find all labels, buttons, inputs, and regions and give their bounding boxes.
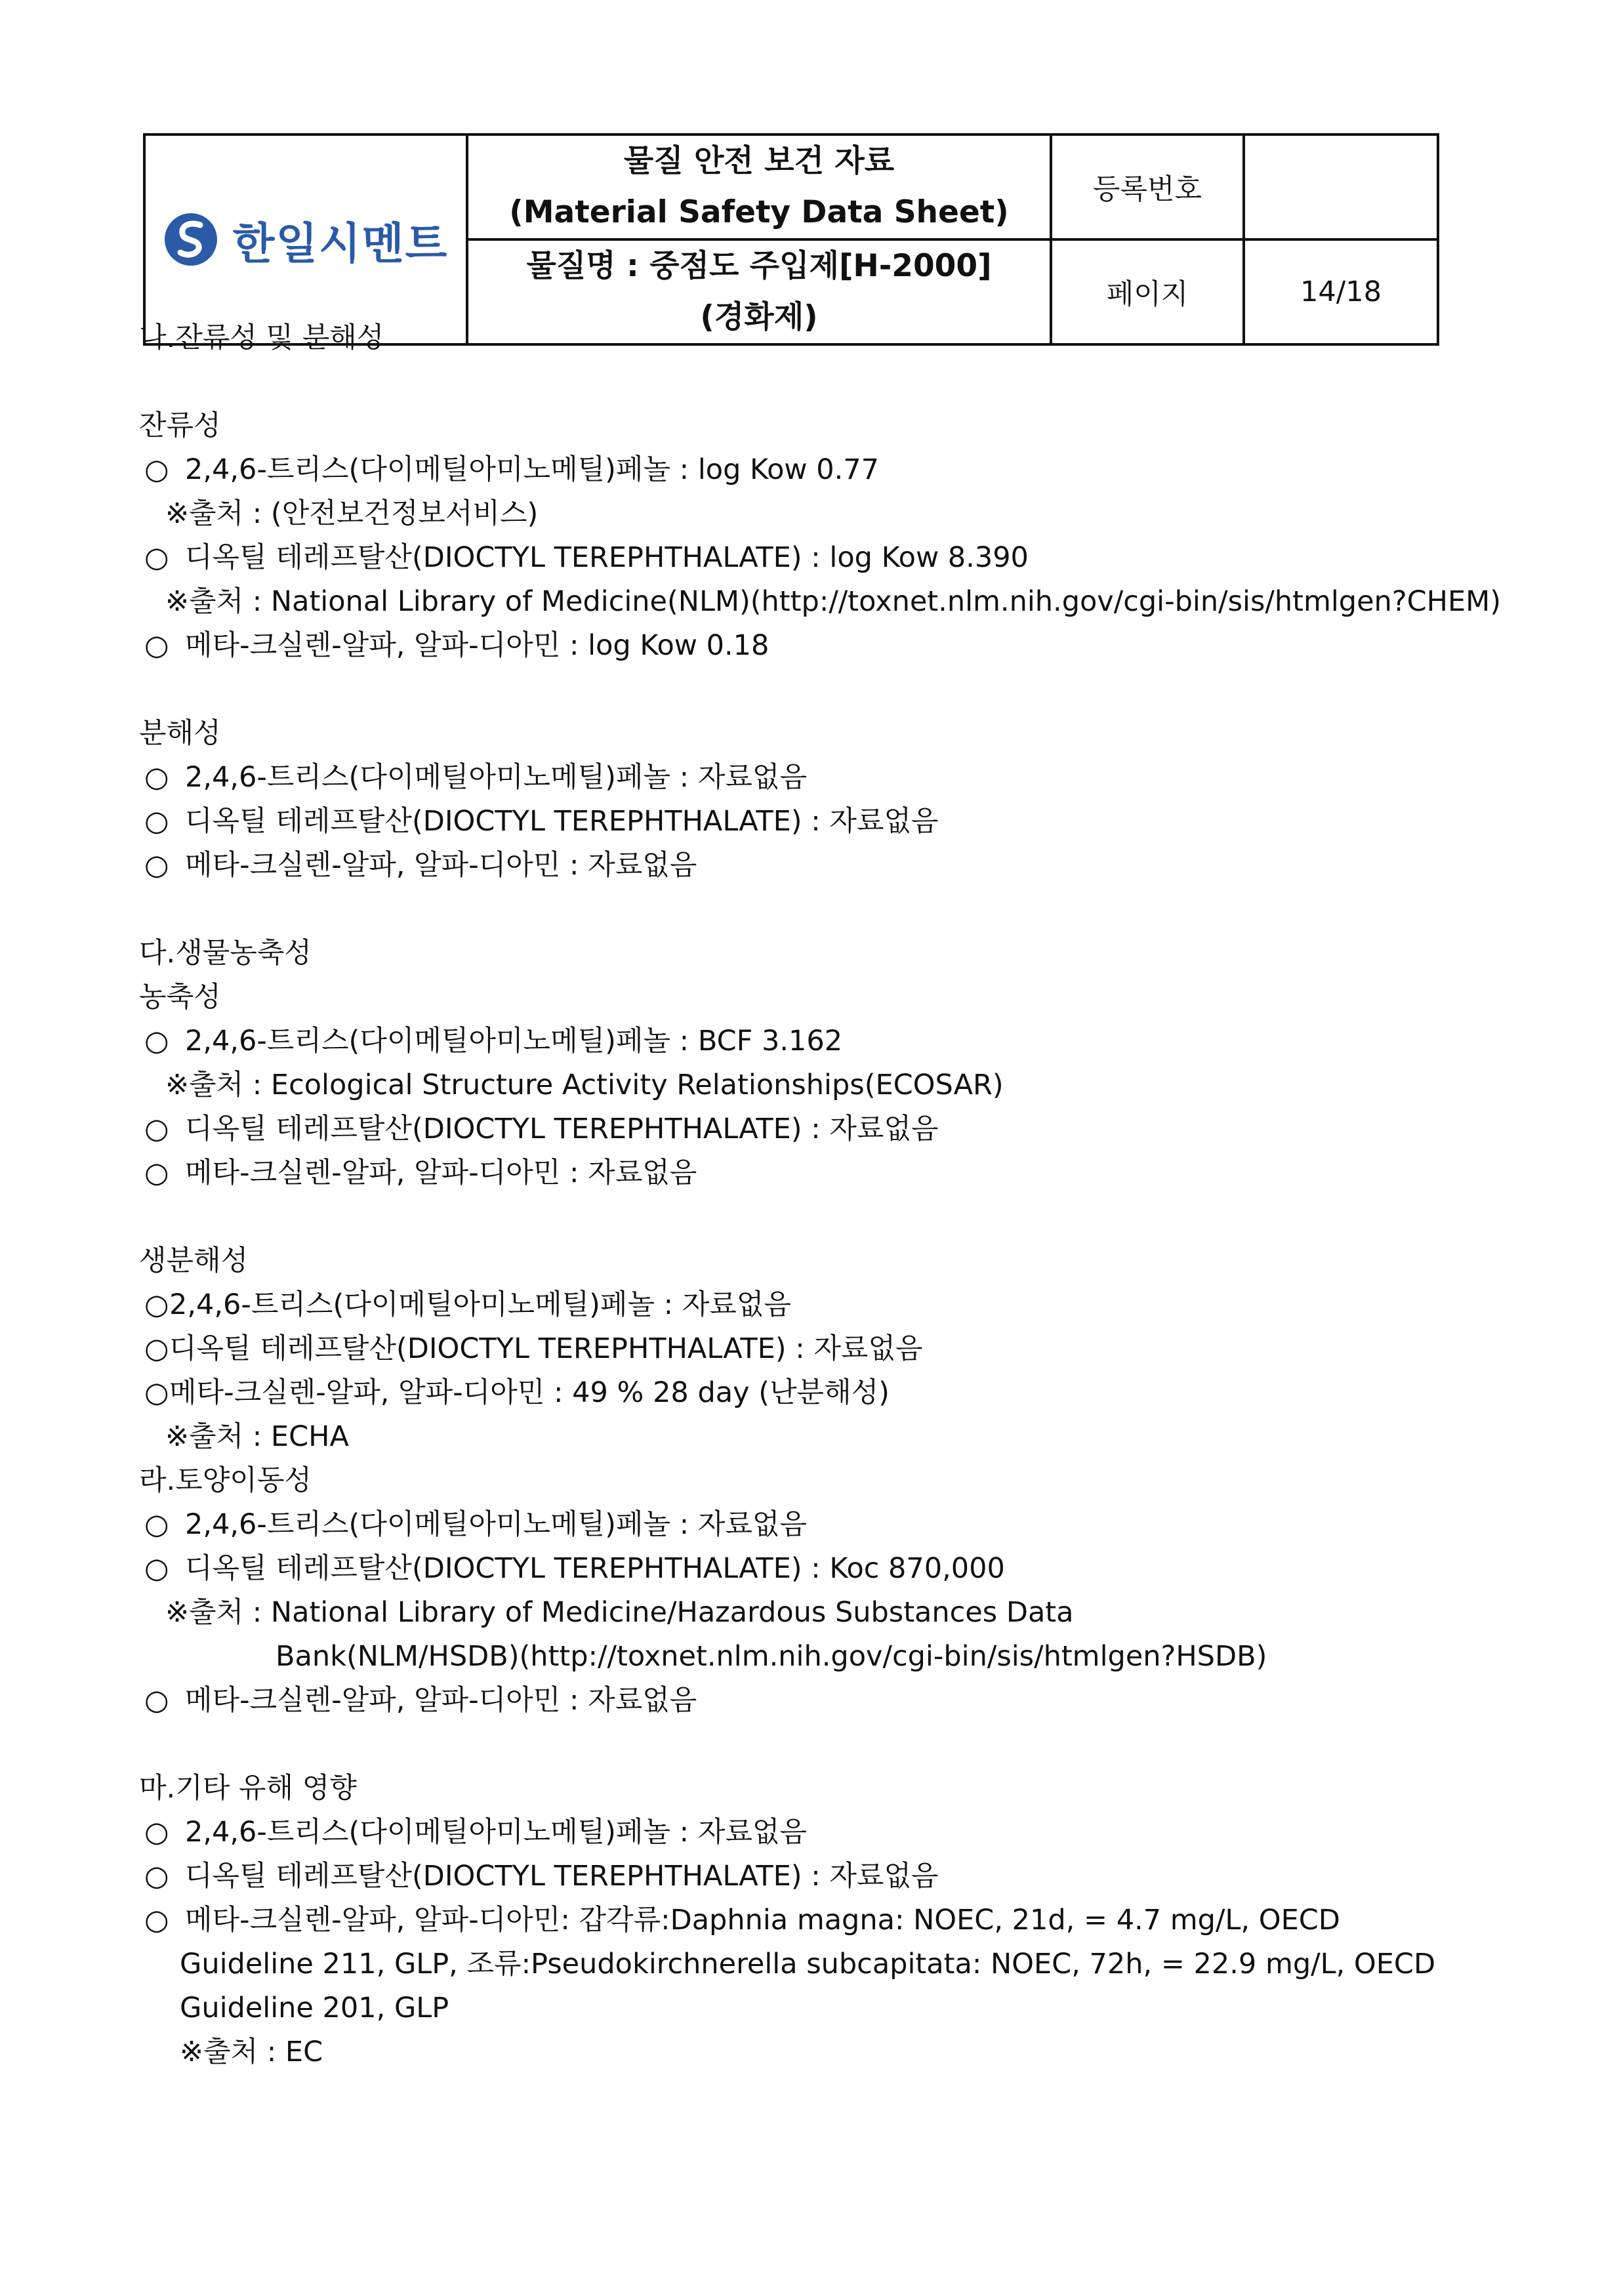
source-note: ※출처 : (안전보건정보서비스) xyxy=(165,497,539,530)
list-item: ○ 메타-크실렌-알파, 알파-디아민 : log Kow 0.18 xyxy=(144,629,769,662)
list-item: ○2,4,6-트리스(다이메틸아미노메틸)페놀 : 자료없음 xyxy=(144,1288,791,1321)
list-item: ○ 디옥틸 테레프탈산(DIOCTYL TEREPHTHALATE) : 자료없음 xyxy=(144,1113,939,1145)
subsection-heading: 잔류성 xyxy=(139,409,221,442)
source-note: ※출처 : Ecological Structure Activity Relationships(ECOSAR) xyxy=(165,1069,1004,1101)
list-item: ○ 2,4,6-트리스(다이메틸아미노메틸)페놀 : 자료없음 xyxy=(144,761,807,794)
list-item: ○ 2,4,6-트리스(다이메틸아미노메틸)페놀 : log Kow 0.77 xyxy=(144,453,879,486)
source-note: ※출처 : National Library of Medicine/Hazardous Substances Data xyxy=(165,1596,1074,1629)
list-item: ○ 메타-크실렌-알파, 알파-디아민: 갑각류:Daphnia magna: NOEC, 21d, = 4.7 mg/L, OECD xyxy=(144,1904,1340,1937)
list-item-continued: Guideline 211, GLP, 조류:Pseudokirchnerella subcapitata: NOEC, 72h, = 22.9 mg/L, OECD xyxy=(180,1948,1436,1980)
subsection-heading: 생분해성 xyxy=(139,1244,249,1277)
document-body xyxy=(139,316,1502,2074)
section-heading: 다.생물농축성 xyxy=(139,937,312,970)
registration-value xyxy=(1244,134,1438,239)
list-item: ○ 디옥틸 테레프탈산(DIOCTYL TEREPHTHALATE) : 자료없음 xyxy=(144,1860,939,1893)
section-heading: 라.토양이동성 xyxy=(139,1464,312,1497)
section-heading: 마.기타 유해 영향 xyxy=(139,1772,357,1805)
list-item: ○디옥틸 테레프탈산(DIOCTYL TEREPHTHALATE) : 자료없음 xyxy=(144,1332,923,1365)
product-name: 물질명 : 중점도 주입제[H-2000] xyxy=(526,248,992,284)
list-item: ○ 디옥틸 테레프탈산(DIOCTYL TEREPHTHALATE) : 자료없음 xyxy=(144,805,939,838)
document-title-ko: 물질 안전 보건 자료 xyxy=(623,143,895,179)
list-item: ○ 디옥틸 테레프탈산(DIOCTYL TEREPHTHALATE) : Koc 870,000 xyxy=(144,1552,1005,1585)
list-item: ○ 메타-크실렌-알파, 알파-디아민 : 자료없음 xyxy=(144,849,697,882)
list-item: ○ 2,4,6-트리스(다이메틸아미노메틸)페놀 : 자료없음 xyxy=(144,1816,807,1849)
product-subname: (경화제) xyxy=(700,299,818,335)
source-note: ※출처 : ECHA xyxy=(165,1420,349,1453)
page-number: 14/18 xyxy=(1244,239,1438,344)
subsection-heading: 농축성 xyxy=(139,981,221,1014)
registration-label: 등록번호 xyxy=(1051,134,1244,239)
page-label: 페이지 xyxy=(1051,239,1244,344)
company-logo xyxy=(146,209,466,271)
subsection-heading: 분해성 xyxy=(139,717,221,750)
list-item: ○ 디옥틸 테레프탈산(DIOCTYL TEREPHTHALATE) : log Kow 8.390 xyxy=(144,541,1029,574)
list-item-continued: Guideline 201, GLP xyxy=(180,1992,449,2024)
list-item: ○ 2,4,6-트리스(다이메틸아미노메틸)페놀 : 자료없음 xyxy=(144,1508,807,1541)
source-note: ※출처 : National Library of Medicine(NLM)(http://toxnet.nlm.nih.gov/cgi-bin/sis/htmlgen?CHEM) xyxy=(165,585,1502,618)
list-item: ○ 메타-크실렌-알파, 알파-디아민 : 자료없음 xyxy=(144,1684,697,1717)
list-item: ○ 메타-크실렌-알파, 알파-디아민 : 자료없음 xyxy=(144,1157,697,1189)
logo-cell xyxy=(144,134,467,344)
logo-text: 한일시멘트 xyxy=(232,218,449,269)
document-title-cell xyxy=(467,134,1051,239)
company-logo-icon xyxy=(163,212,218,267)
list-item: ○ 2,4,6-트리스(다이메틸아미노메틸)페놀 : BCF 3.162 xyxy=(144,1025,843,1057)
document-title-en: (Material Safety Data Sheet) xyxy=(509,194,1009,230)
section-heading: 나.잔류성 및 분해성 xyxy=(139,321,384,354)
msds-header-table xyxy=(143,133,1439,346)
source-note: ※출처 : EC xyxy=(180,2036,323,2068)
list-item: ○메타-크실렌-알파, 알파-디아민 : 49 % 28 day (난분해성) xyxy=(144,1376,890,1409)
source-note-continued: Bank(NLM/HSDB)(http://toxnet.nlm.nih.gov/cgi-bin/sis/htmlgen?HSDB) xyxy=(276,1640,1267,1673)
